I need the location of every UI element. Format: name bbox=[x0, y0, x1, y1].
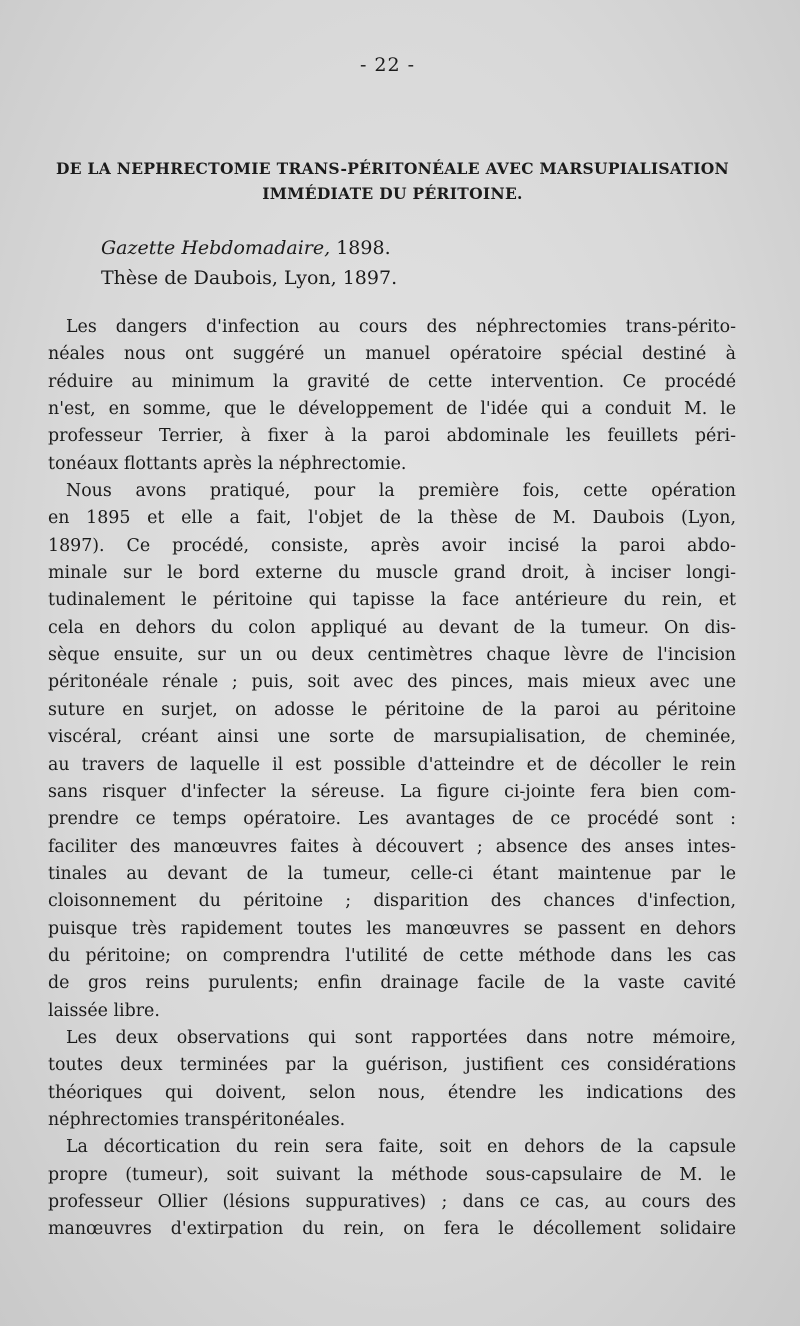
journal-reference bbox=[101, 233, 397, 263]
text-line: néphrectomies transpéritonéales. bbox=[48, 1109, 346, 1130]
journal-name: Gazette Hebdomadaire, bbox=[101, 237, 331, 259]
text-line: néales nous ont suggéré un manuel opératoire spécial destiné à bbox=[48, 344, 736, 365]
text-line: théoriques qui doivent, selon nous, étendre les indications des bbox=[48, 1082, 736, 1103]
text-line: sans risquer d'infecter la séreuse. La figure ci-jointe fera bien com- bbox=[48, 781, 736, 802]
text-line: puisque très rapidement toutes les manœuvres se passent en dehors bbox=[48, 918, 736, 939]
text-line: de gros reins purulents; enfin drainage facile de la vaste cavité bbox=[48, 973, 736, 994]
thesis-reference: Thèse de Daubois, Lyon, 1897. bbox=[101, 267, 398, 289]
text-line: propre (tumeur), soit suivant la méthode sous-capsulaire de M. le bbox=[48, 1164, 736, 1185]
text-line: 1897). Ce procédé, consiste, après avoir incisé la paroi abdo- bbox=[48, 535, 736, 556]
text-line: toutes deux terminées par la guérison, justifient ces considérations bbox=[48, 1055, 736, 1076]
text-line: professeur Ollier (lésions suppuratives) ; dans ce cas, au cours des bbox=[48, 1192, 736, 1212]
text-line: tinales au devant de la tumeur, celle-ci étant maintenue par le bbox=[48, 863, 736, 884]
chapter-title bbox=[40, 156, 745, 206]
text-line: suture en surjet, on adosse le péritoine de la paroi au péritoine bbox=[48, 699, 736, 720]
text-line: n'est, en somme, que le développement de l'idée qui a conduit M. le bbox=[48, 399, 736, 420]
text-line: Les dangers d'infection au cours des néphrectomies trans-périto- bbox=[66, 317, 736, 337]
text-line: professeur Terrier, à fixer à la paroi abdominale les feuillets péri- bbox=[48, 426, 736, 447]
text-line: Nous avons pratiqué, pour la première fois, cette opération bbox=[66, 481, 736, 502]
paragraph bbox=[48, 1025, 736, 1134]
text-line: réduire au minimum la gravité de cette intervention. Ce procédé bbox=[48, 371, 736, 392]
text-line: tonéaux flottants après la néphrectomie. bbox=[48, 453, 407, 474]
text-line: au travers de laquelle il est possible d'atteindre et de décoller le rein bbox=[48, 754, 736, 775]
body-text bbox=[48, 314, 736, 1244]
text-line: laissée libre. bbox=[48, 1000, 160, 1021]
text-line: tudinalement le péritoine qui tapisse la face antérieure du rein, et bbox=[48, 590, 736, 611]
bibliographic-references bbox=[101, 233, 397, 293]
text-line: cela en dehors du colon appliqué au devant de la tumeur. On dis- bbox=[48, 617, 736, 638]
chapter-title-line-2: IMMÉDIATE DU PÉRITOINE. bbox=[262, 184, 523, 203]
paragraph bbox=[48, 314, 736, 478]
text-line: Les deux observations qui sont rapportées dans notre mémoire, bbox=[66, 1027, 736, 1048]
text-line: cloisonnement du péritoine ; disparition des chances d'infection, bbox=[48, 891, 736, 912]
paragraph bbox=[48, 478, 736, 1025]
chapter-title-line-1: DE LA NEPHRECTOMIE TRANS-PÉRITONÉALE AVEC MARSUPIALISATION bbox=[55, 159, 730, 178]
journal-year: 1898. bbox=[330, 237, 391, 259]
text-line: prendre ce temps opératoire. Les avantages de ce procédé sont : bbox=[48, 809, 736, 830]
paragraph bbox=[48, 1134, 736, 1243]
text-line: La décortication du rein sera faite, soit en dehors de la capsule bbox=[66, 1137, 736, 1158]
text-line: minale sur le bord externe du muscle grand droit, à inciser longi- bbox=[48, 563, 736, 584]
text-line: péritonéale rénale ; puis, soit avec des pinces, mais mieux avec une bbox=[48, 672, 736, 693]
text-line: viscéral, créant ainsi une sorte de marsupialisation, de cheminée, bbox=[48, 727, 736, 748]
text-line: du péritoine; on comprendra l'utilité de cette méthode dans les cas bbox=[48, 945, 736, 966]
text-line: faciliter des manœuvres faites à découvert ; absence des anses intes- bbox=[48, 836, 736, 857]
text-line: manœuvres d'extirpation du rein, on fera le décollement solidaire bbox=[48, 1219, 736, 1240]
text-line: sèque ensuite, sur un ou deux centimètres chaque lèvre de l'incision bbox=[48, 645, 736, 666]
page-number: - 22 - bbox=[359, 54, 416, 76]
text-line: en 1895 et elle a fait, l'objet de la thèse de M. Daubois (Lyon, bbox=[48, 508, 736, 529]
